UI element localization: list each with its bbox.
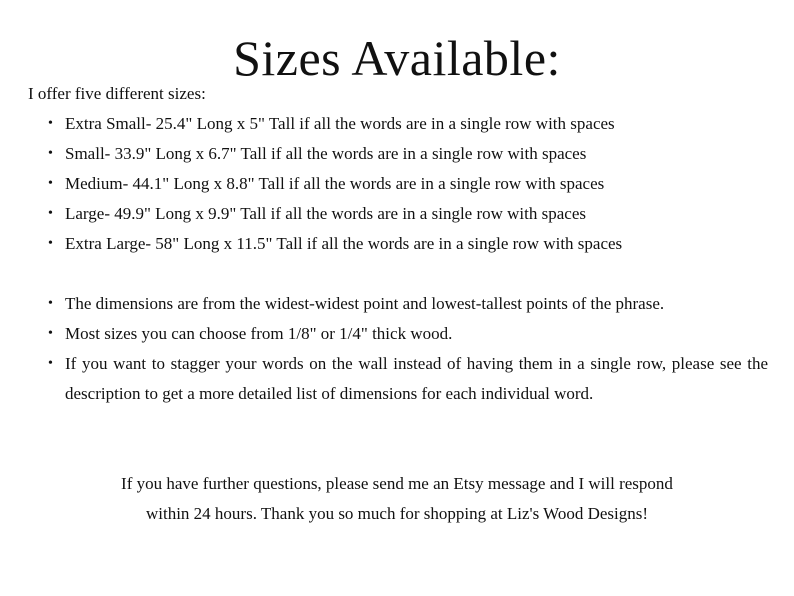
bullet-icon: • — [48, 356, 53, 371]
note-item-text: If you want to stagger your words on the wall instead of having them in a single row, please see the description to get a more detailed list of dimensions for each individual word. — [65, 354, 768, 403]
note-item-text: Most sizes you can choose from 1/8" or 1/4" thick wood. — [65, 324, 453, 343]
bullet-icon: • — [48, 146, 53, 161]
size-item-text: Extra Small- 25.4" Long x 5" Tall if all the words are in a single row with spaces — [65, 114, 615, 133]
note-item-dimensions — [46, 289, 768, 319]
closing-line-1: If you have further questions, please send me an Etsy message and I will respond — [121, 474, 673, 493]
bullet-icon: • — [48, 116, 53, 131]
size-item-extra-large — [46, 229, 768, 259]
note-item-stagger — [46, 349, 768, 409]
bullet-icon: • — [48, 296, 53, 311]
bullet-icon: • — [48, 206, 53, 221]
page-title: Sizes Available: — [233, 30, 561, 86]
size-item-medium — [46, 169, 768, 199]
intro-text: I offer five different sizes: — [28, 84, 206, 103]
bullet-icon: • — [48, 326, 53, 341]
note-item-text: The dimensions are from the widest-widest point and lowest-tallest points of the phrase. — [65, 294, 665, 313]
size-item-text: Medium- 44.1" Long x 8.8" Tall if all the words are in a single row with spaces — [65, 174, 605, 193]
closing-message — [0, 469, 794, 529]
closing-line-2: within 24 hours. Thank you so much for shopping at Liz's Wood Designs! — [145, 504, 649, 523]
bullet-icon: • — [48, 236, 53, 251]
notes-list — [46, 289, 768, 409]
note-item-thickness — [46, 319, 768, 349]
size-item-extra-small — [46, 109, 768, 139]
bullet-icon: • — [48, 176, 53, 191]
size-item-large — [46, 199, 768, 229]
size-item-text: Large- 49.9" Long x 9.9" Tall if all the words are in a single row with spaces — [65, 204, 586, 223]
size-item-text: Small- 33.9" Long x 6.7" Tall if all the words are in a single row with spaces — [65, 144, 587, 163]
sizes-list — [46, 109, 768, 259]
size-item-text: Extra Large- 58" Long x 11.5" Tall if all the words are in a single row with spaces — [65, 234, 623, 253]
size-item-small — [46, 139, 768, 169]
